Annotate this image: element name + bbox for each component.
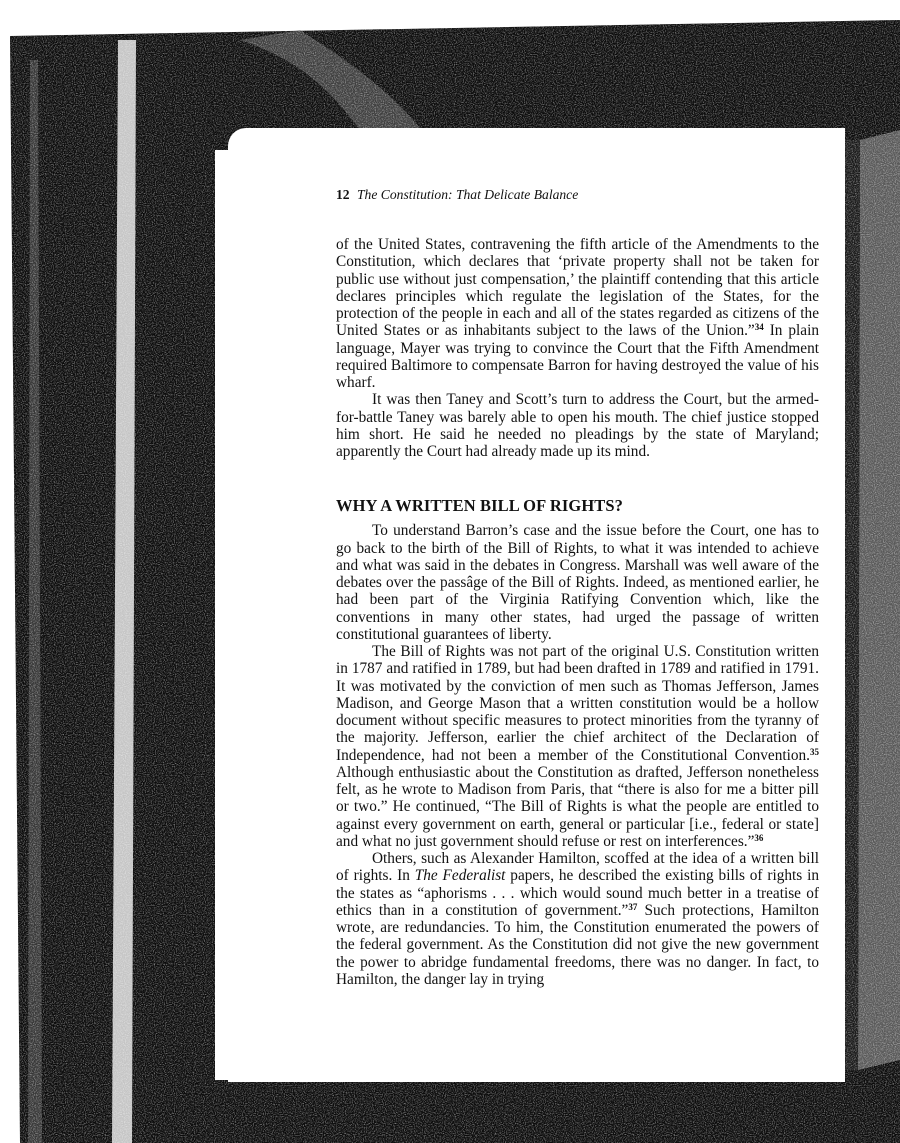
footnote-ref: 35 xyxy=(810,746,819,757)
paragraph-4 xyxy=(336,643,819,850)
paragraph-text: Others, such as Alexander Hamilton, scoffed at the idea of a written bill of rights. In xyxy=(336,850,819,885)
footnote-ref: 34 xyxy=(754,322,764,333)
page-number: 12 xyxy=(336,187,350,202)
page-text-column xyxy=(336,187,819,988)
italic-title: The Federalist xyxy=(414,867,506,885)
paragraph-text: Such protections, Hamilton wrote, are redundancies. To him, the Constitution enumerated the powers of the federal government. As the Constitution did not give the new government the power to abridge fundamental freedoms, there was no danger. In fact, to Hamilton, the danger lay in trying xyxy=(336,901,819,988)
footnote-ref: 36 xyxy=(754,832,764,843)
paragraph-text: Although enthusiastic about the Constitution as drafted, Jefferson nonetheless felt, as he wrote to Madison from Paris, that “there is also for me a bitter pill or two.” He continued, “The Bill of Rights is what the people are entitled to against every government on earth, general or particular [i.e., federal or state] and what no just government should refuse or rest on interferences.” xyxy=(336,763,819,850)
section-heading: WHY A WRITTEN BILL OF RIGHTS? xyxy=(336,496,623,516)
paragraph-text: papers, he described the existing bills of rights in the states as “aphorisms . . . which would sound much better in a treatise of ethics than in a constitution of government.” xyxy=(336,867,819,919)
paragraph-text: The Bill of Rights was not part of the original U.S. Constitution written in 1787 and ratified in 1789, but had been drafted in 1789 and ratified in 1791. It was motivated by the conviction of men such as Thomas Jefferson, James Madison, and George Mason that a written constitution would be a hollow document without specific measures to protect minorities from the tyranny of the majority. Jefferson, earlier the chief architect of the Declaration of Independence, had not been a member of the Constitutional Convention. xyxy=(336,643,819,764)
paragraph-1 xyxy=(336,236,819,391)
book-title: The Constitution: That Delicate Balance xyxy=(357,187,579,202)
running-head xyxy=(336,187,819,203)
paragraph-5 xyxy=(336,850,819,988)
paragraph-text: of the United States, contravening the fifth article of the Amendments to the Constitution, which declares that ‘private property shall not be taken for public use without just compensation,’ the plaintiff contending that this article declares principles which regulate the legislation of the States, for the protection of the people in each and all of the states regarded as citizens of the United States or as inhabitants subject to the laws of the Union.” xyxy=(336,236,819,340)
paragraph-text: In plain language, Mayer was trying to convince the Court that the Fifth Amendment required Baltimore to compensate Barron for having destroyed the value of his wharf. xyxy=(336,322,819,391)
footnote-ref: 37 xyxy=(628,901,638,912)
paragraph-2: It was then Taney and Scott’s turn to address the Court, but the armed-for-battle Taney was barely able to open his mouth. The chief justice stopped him short. He said he needed no pleadings by the state of Maryland; apparently the Court had already made up its mind. xyxy=(336,391,819,460)
paragraph-3: To understand Barron’s case and the issue before the Court, one has to go back to the birth of the Bill of Rights, to what it was intended to achieve and what was said in the debates in Congress. Marshall was well aware of the debates over the passâge of the Bill of Rights. Indeed, as mentioned earlier, he had been part of the Virginia Ratifying Convention which, like the conventions in many other states, had urged the passage of written constitutional guarantees of liberty. xyxy=(336,522,819,643)
